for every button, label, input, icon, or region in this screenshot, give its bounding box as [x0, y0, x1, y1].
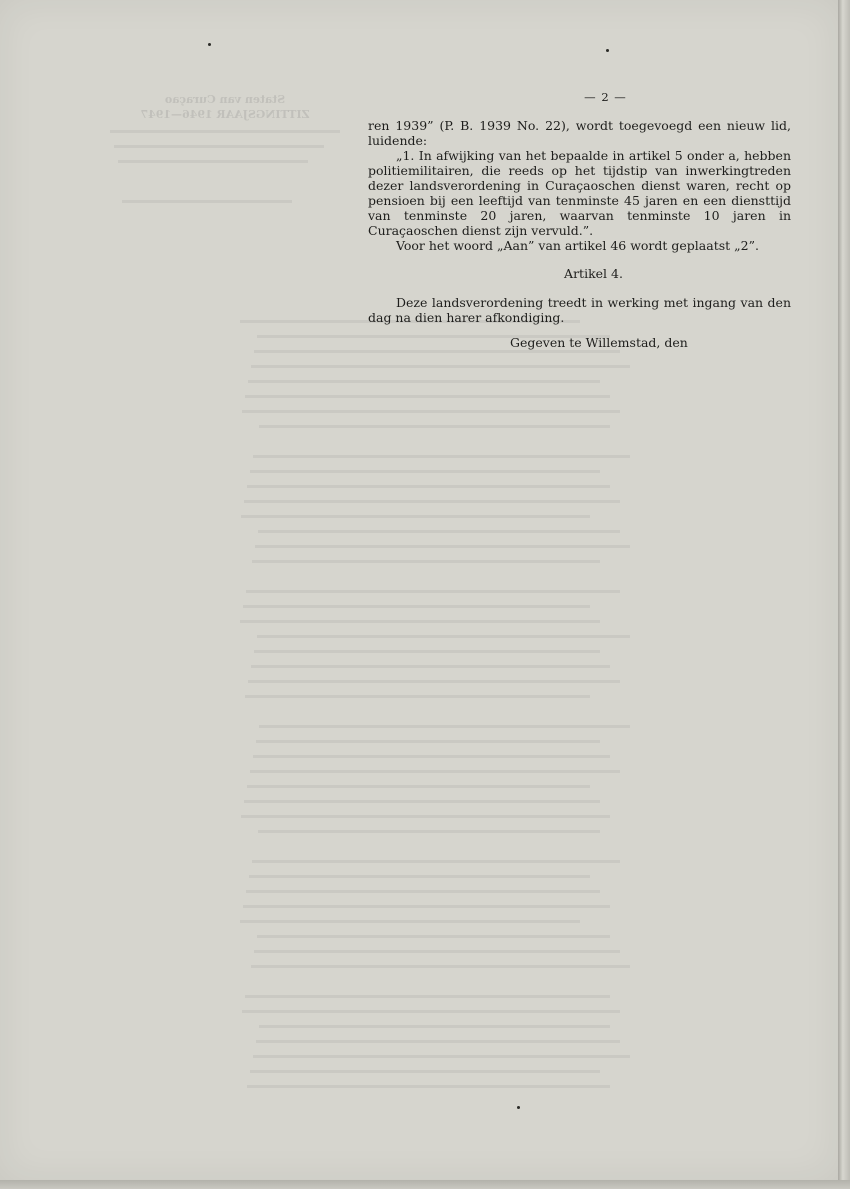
page-edge-right [838, 0, 850, 1189]
document-text [368, 90, 791, 350]
article-paragraph: Deze landsverordening treedt in werking met ingang van den dag na dien harer afkondiging. [368, 295, 791, 325]
signature-line: Gegeven te Willemstad, den [510, 335, 688, 350]
page-edge-bottom [0, 1180, 850, 1189]
paragraph-amendment: Voor het woord „Aan” van artikel 46 wordt geplaatst „2”. [396, 238, 759, 253]
article-heading: Artikel 4. [564, 266, 623, 281]
paper-speck [606, 49, 609, 52]
page-number: — 2 — [584, 90, 627, 104]
paragraph-quoted-clause: „1. In afwijking van het bepaalde in artikel 5 onder a, hebben politiemilitairen, die reeds op het tijdstip van inwerkingtreden dezer landsverordening in Curaçaoschen dienst waren, recht op pensioen bij een leeftijd van tenminste 45 jaren en een diensttijd van tenminste 20 jaren, waarvan tenminste 10 jaren in Curaçaoschen dienst zijn vervuld.”. [368, 148, 791, 238]
paragraph-continuation: ren 1939” (P. B. 1939 No. 22), wordt toegevoegd een nieuw lid, luidende: [368, 118, 791, 148]
paper-speck [517, 1106, 520, 1109]
paper-speck [208, 43, 211, 46]
